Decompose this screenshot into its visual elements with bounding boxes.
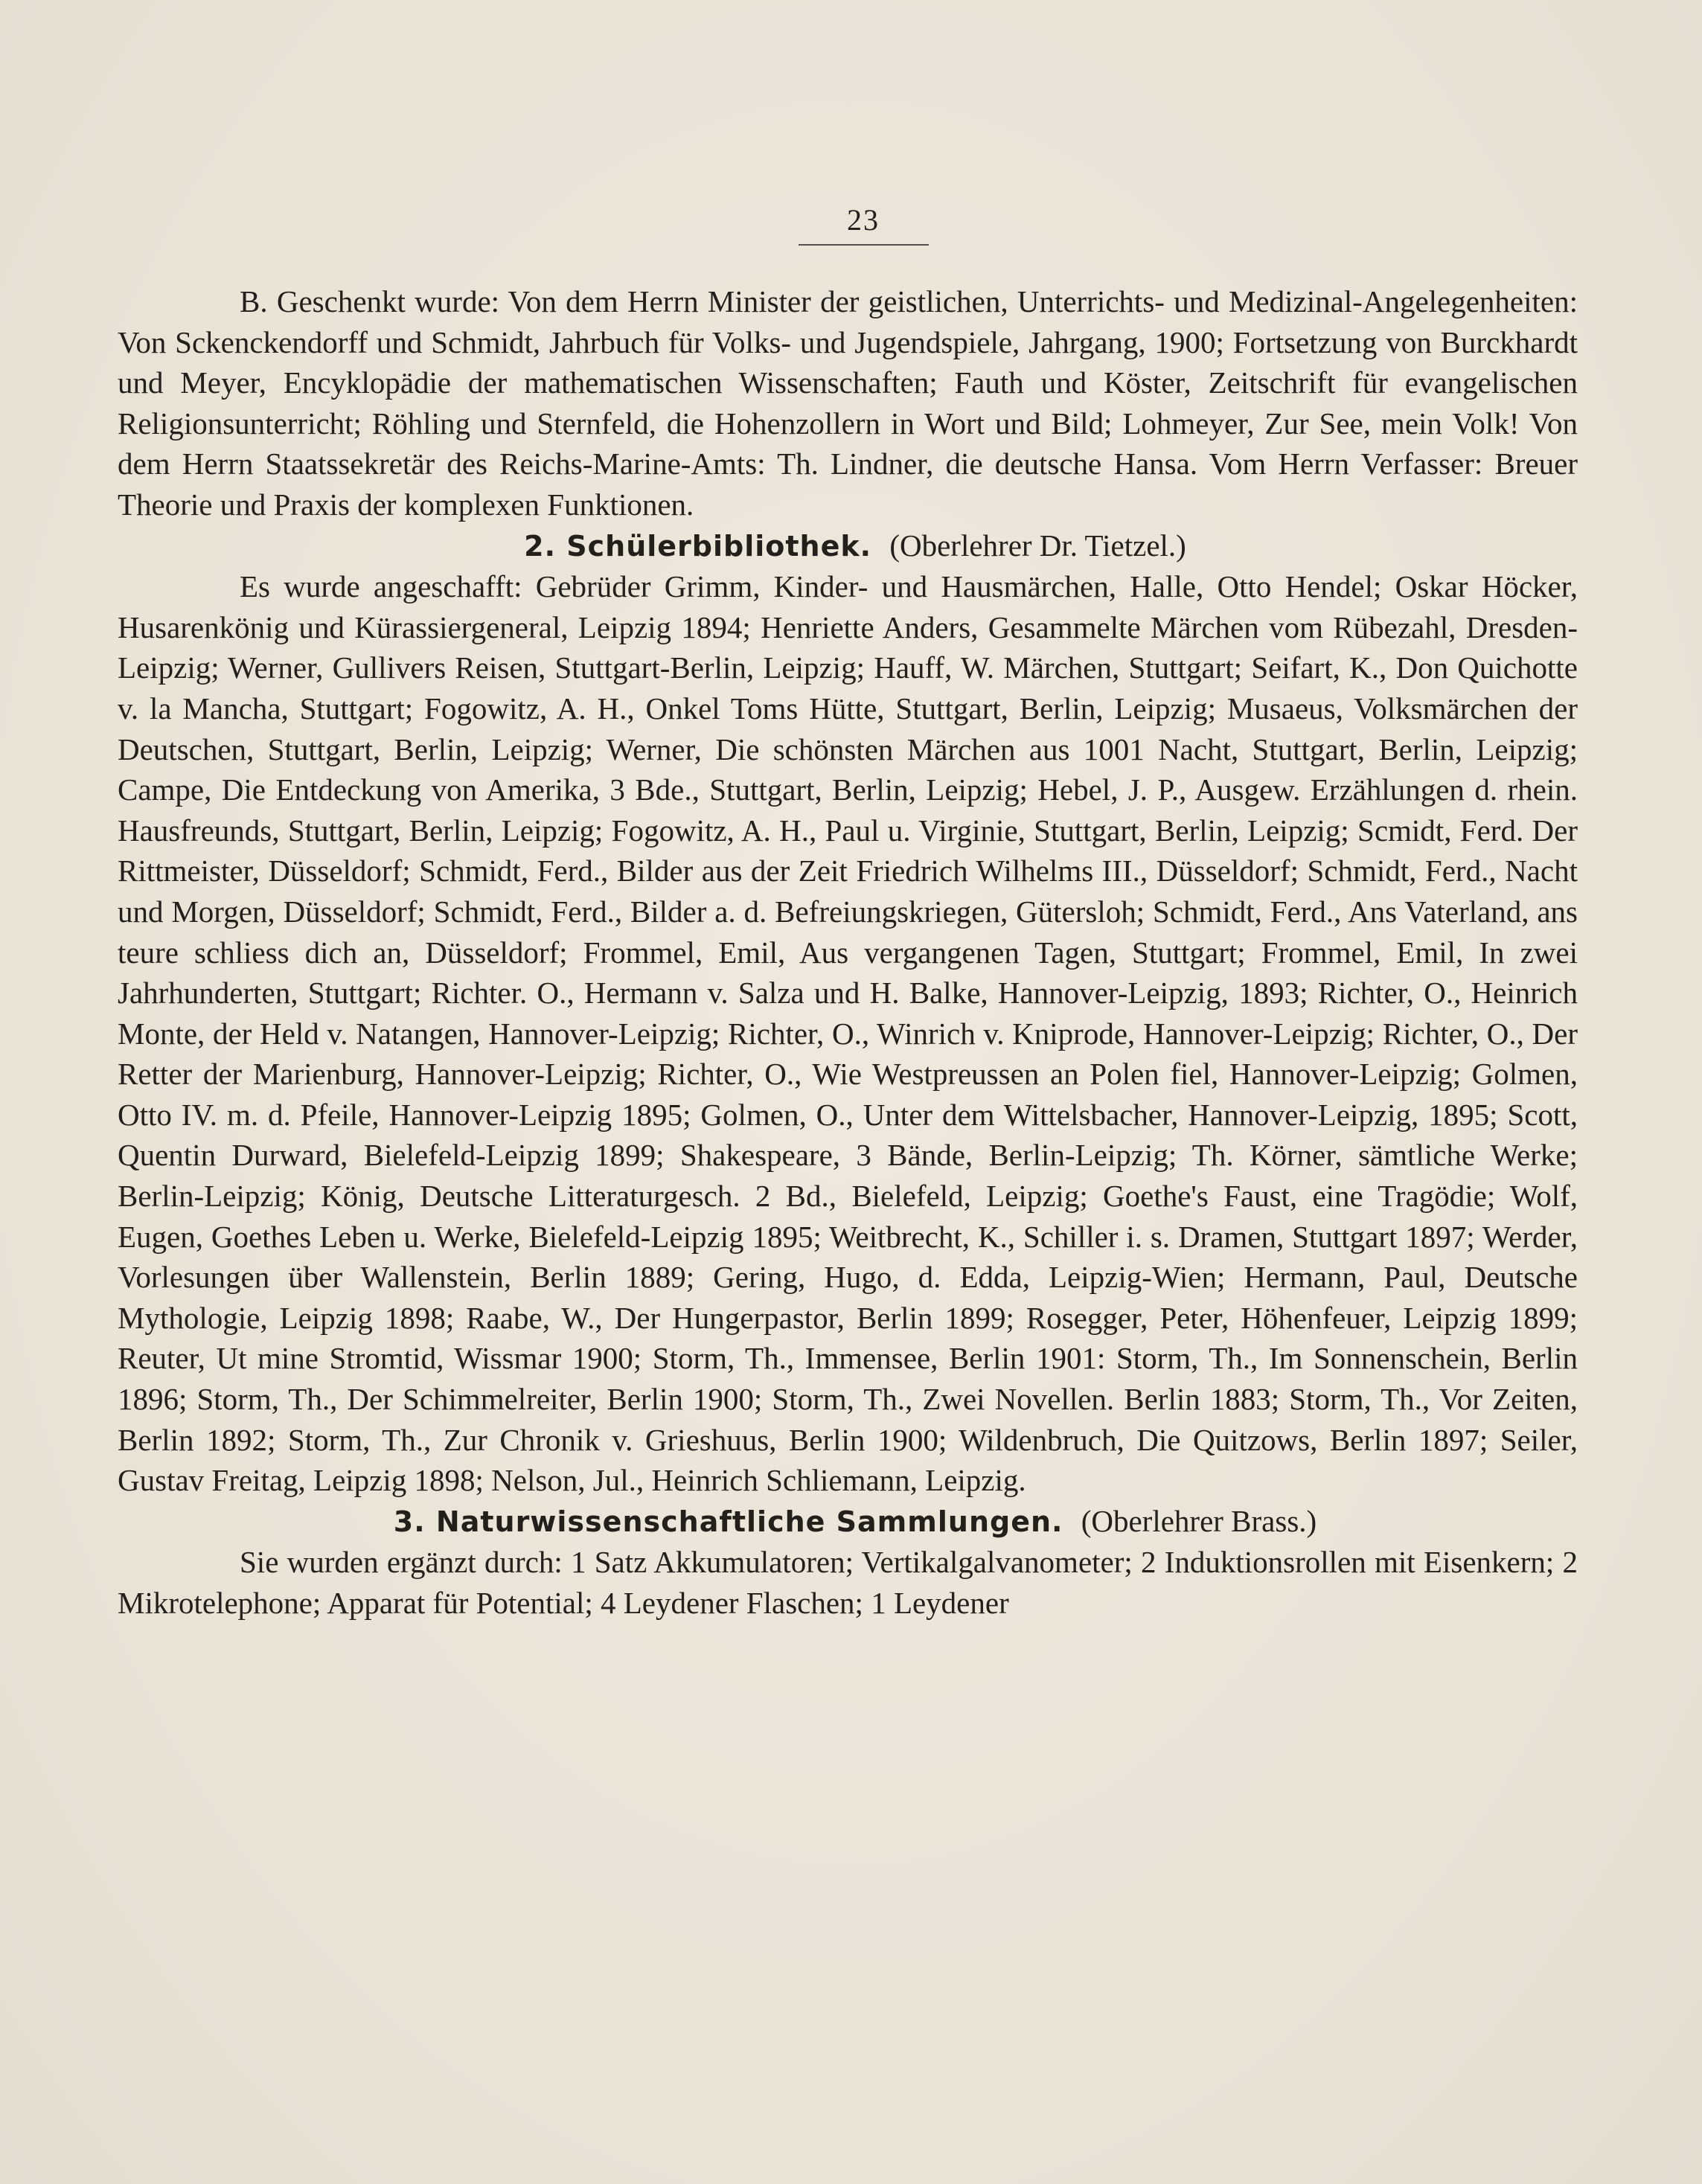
page-header <box>793 201 934 246</box>
page-number-rule <box>799 244 929 246</box>
paragraph-naturwissenschaftliche-sammlungen: Sie wurden ergänzt durch: 1 Satz Akkumulatoren; Vertikalgalvanometer; 2 Induktionsrollen mit Eisenkern; 2 Mikrotelephone; Apparat für Potential; 4 Leydener Flaschen; 1 Leydener <box>118 1545 1578 1620</box>
section-teacher: (Oberlehrer Brass.) <box>1081 1503 1317 1538</box>
section-title: 2. Schülerbibliothek. <box>524 529 872 563</box>
section-heading-schuelerbibliothek <box>118 525 1578 567</box>
body-text <box>118 281 1578 1624</box>
paragraph-schuelerbibliothek: Es wurde angeschafft: Gebrüder Grimm, Kinder- und Hausmärchen, Halle, Otto Hendel; Oskar Höcker, Husarenkönig und Kürassiergeneral, Leipzig 1894; Henriette Anders, Gesammelte Märchen vom Rübezahl, Dresden-Leipzig; Werner, Gullivers Reisen, Stuttgart-Berlin, Leipzig; Hauff, W. Märchen, Stuttgart; Seifart, K., Don Quichotte v. la Mancha, Stuttgart; Fogowitz, A. H., Onkel Toms Hütte, Stuttgart, Berlin, Leipzig; Musaeus, Volksmärchen der Deutschen, Stuttgart, Berlin, Leipzig; Werner, Die schönsten Märchen aus 1001 Nacht, Stuttgart, Berlin, Leipzig; Campe, Die Entdeckung von Amerika, 3 Bde., Stuttgart, Berlin, Leipzig; Hebel, J. P., Ausgew. Erzählungen d. rhein. Hausfreunds, Stuttgart, Berlin, Leipzig; Fogowitz, A. H., Paul u. Virginie, Stuttgart, Berlin, Leipzig; Scmidt, Ferd. Der Rittmeister, Düsseldorf; Schmidt, Ferd., Bilder aus der Zeit Friedrich Wilhelms III., Düsseldorf; Schmidt, Ferd., Nacht und Morgen, Düsseldorf; Schmidt, Ferd., Bilder a. d. Befreiungskriegen, Gütersloh; Schmidt, Ferd., Ans Vaterland, ans teure schliess dich an, Düsseldorf; Frommel, Emil, Aus vergangenen Tagen, Stuttgart; Frommel, Emil, In zwei Jahrhunderten, Stuttgart; Richter. O., Hermann v. Salza und H. Balke, Hannover-Leipzig, 1893; Richter, O., Heinrich Monte, der Held v. Natangen, Hannover-Leipzig; Richter, O., Winrich v. Kniprode, Hannover-Leipzig; Richter, O., Der Retter der Marienburg, Hannover-Leipzig; Richter, O., Wie Westpreussen an Polen fiel, Hannover-Leipzig; Golmen, Otto IV. m. d. Pfeile, Hannover-Leipzig 1895; Golmen, O., Unter dem Wittelsbacher, Hannover-Leipzig, 1895; Scott, Quentin Durward, Bielefeld-Leipzig 1899; Shakespeare, 3 Bände, Berlin-Leipzig; Th. Körner, sämtliche Werke; Berlin-Leipzig; König, Deutsche Litteraturgesch. 2 Bd., Bielefeld, Leipzig; Goethe's Faust, eine Tragödie; Wolf, Eugen, Goethes Leben u. Werke, Bielefeld-Leipzig 1895; Weitbrecht, K., Schiller i. s. Dramen, Stuttgart 1897; Werder, Vorlesungen über Wallenstein, Berlin 1889; Gering, Hugo, d. Edda, Leipzig-Wien; Hermann, Paul, Deutsche Mythologie, Leipzig 1898; Raabe, W., Der Hungerpastor, Berlin 1899; Rosegger, Peter, Höhenfeuer, Leipzig 1899; Reuter, Ut mine Stromtid, Wissmar 1900; Storm, Th., Immensee, Berlin 1901: Storm, Th., Im Sonnenschein, Berlin 1896; Storm, Th., Der Schimmelreiter, Berlin 1900; Storm, Th., Zwei Novellen. Berlin 1883; Storm, Th., Vor Zeiten, Berlin 1892; Storm, Th., Zur Chronik v. Grieshuus, Berlin 1900; Wildenbruch, Die Quitzows, Berlin 1897; Seiler, Gustav Freitag, Leipzig 1898; Nelson, Jul., Heinrich Schliemann, Leipzig. <box>118 569 1578 1498</box>
page-number: 23 <box>847 203 880 237</box>
section-title: 3. Naturwissenschaftliche Sammlungen. <box>393 1505 1063 1538</box>
paragraph-donations: B. Geschenkt wurde: Von dem Herrn Minister der geistlichen, Unterrichts- und Medizinal-Angelegenheiten: Von Sckenckendorff und Schmidt, Jahrbuch für Volks- und Jugendspiele, Jahrgang, 1900; Fortsetzung von Burckhardt und Meyer, Encyklopädie der mathematischen Wissenschaften; Fauth und Köster, Zeitschrift für evangelischen Religionsunterricht; Röhling und Sternfeld, die Hohenzollern in Wort und Bild; Lohmeyer, Zur See, mein Volk! Von dem Herrn Staatssekretär des Reichs-Marine-Amts: Th. Lindner, die deutsche Hansa. Vom Herrn Verfasser: Breuer Theorie und Praxis der komplexen Funktionen. <box>118 284 1578 522</box>
section-teacher: (Oberlehrer Dr. Tietzel.) <box>889 528 1186 563</box>
section-heading-naturwissenschaftliche-sammlungen <box>118 1501 1578 1543</box>
